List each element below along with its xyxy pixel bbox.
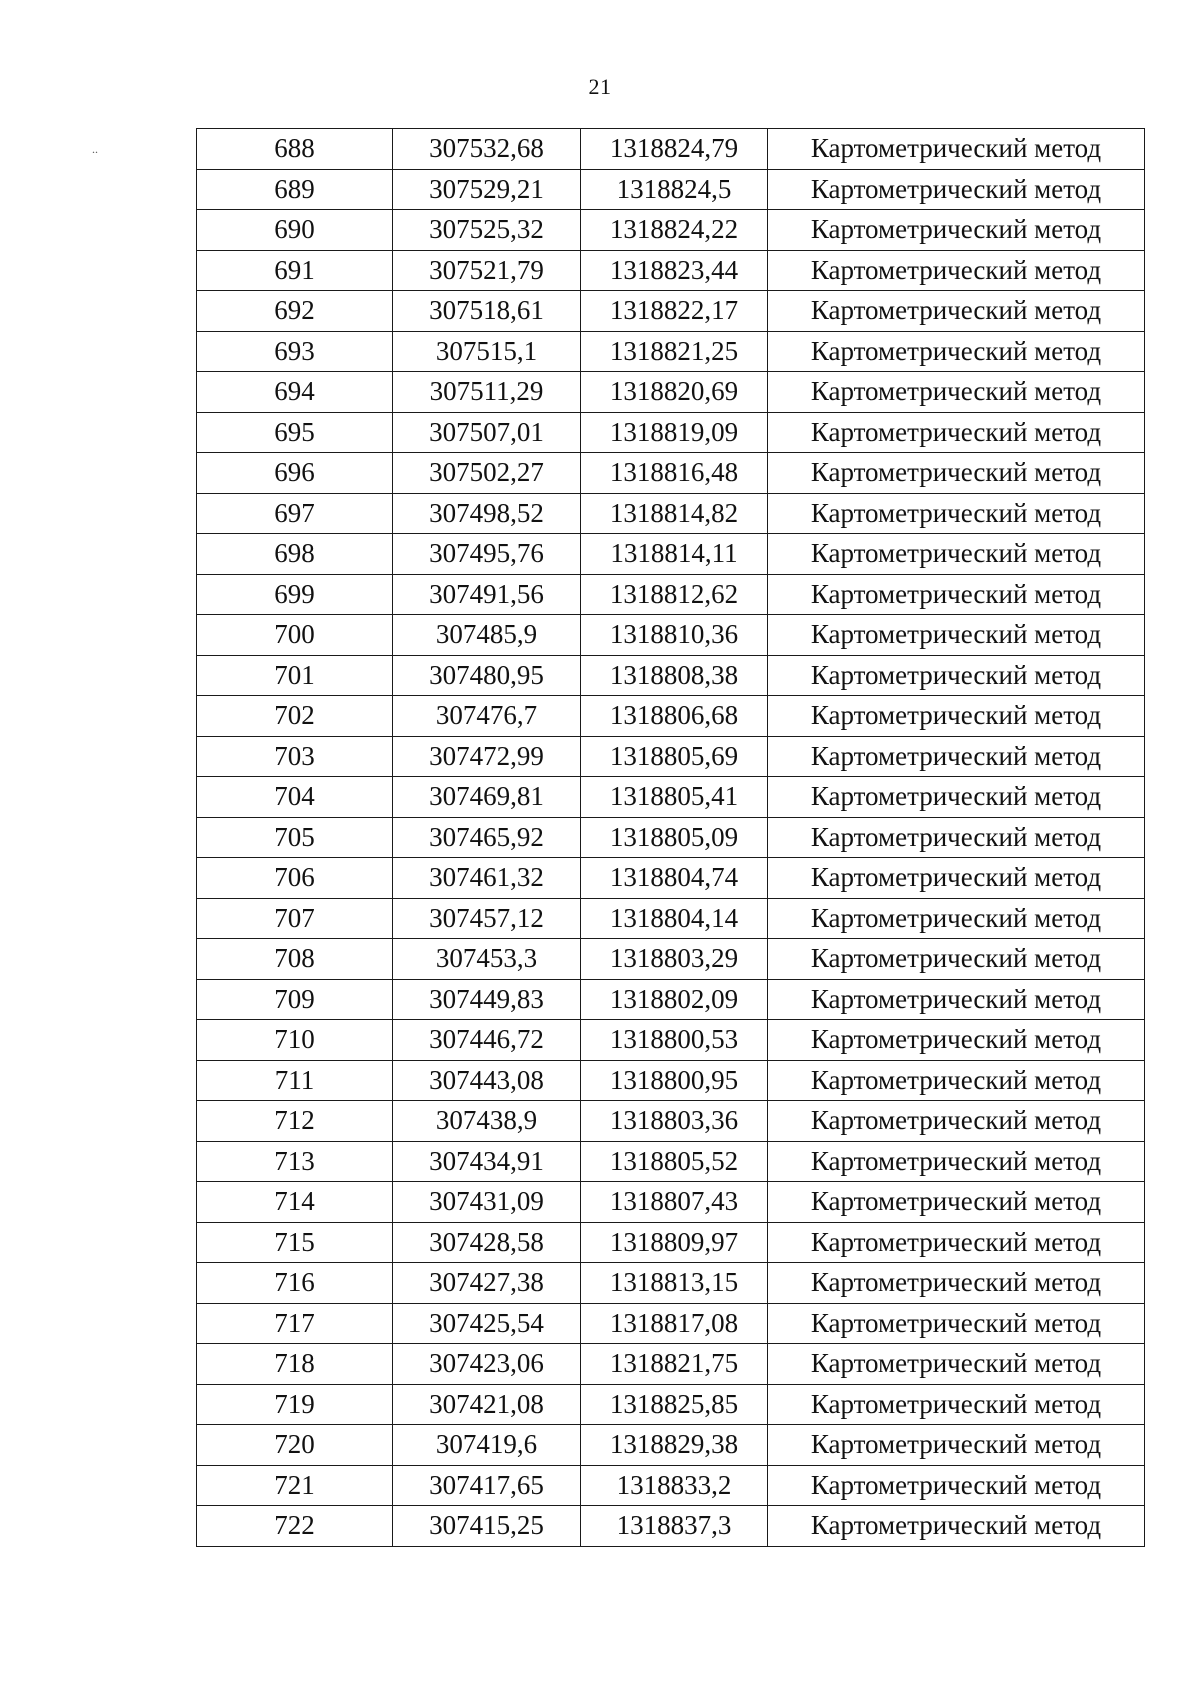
method-cell: Картометрический метод xyxy=(768,1344,1145,1385)
table-row xyxy=(197,898,1145,939)
point-number-cell: 715 xyxy=(197,1222,393,1263)
point-number-cell: 707 xyxy=(197,898,393,939)
table-row xyxy=(197,1506,1145,1547)
method-cell: Картометрический метод xyxy=(768,979,1145,1020)
point-number-cell: 691 xyxy=(197,250,393,291)
table-row xyxy=(197,1060,1145,1101)
method-cell: Картометрический метод xyxy=(768,1182,1145,1223)
point-number-cell: 702 xyxy=(197,696,393,737)
point-number-cell: 695 xyxy=(197,412,393,453)
x-coordinate-cell: 307498,52 xyxy=(393,493,581,534)
y-coordinate-cell: 1318810,36 xyxy=(581,615,768,656)
table-row xyxy=(197,696,1145,737)
point-number-cell: 690 xyxy=(197,210,393,251)
y-coordinate-cell: 1318819,09 xyxy=(581,412,768,453)
x-coordinate-cell: 307427,38 xyxy=(393,1263,581,1304)
table-row xyxy=(197,169,1145,210)
y-coordinate-cell: 1318814,11 xyxy=(581,534,768,575)
x-coordinate-cell: 307518,61 xyxy=(393,291,581,332)
coordinates-table-body xyxy=(197,129,1145,1547)
table-row xyxy=(197,1182,1145,1223)
x-coordinate-cell: 307428,58 xyxy=(393,1222,581,1263)
table-row xyxy=(197,129,1145,170)
table-row xyxy=(197,1222,1145,1263)
scan-artifact-mark: .. xyxy=(92,142,98,156)
point-number-cell: 703 xyxy=(197,736,393,777)
y-coordinate-cell: 1318821,75 xyxy=(581,1344,768,1385)
method-cell: Картометрический метод xyxy=(768,817,1145,858)
x-coordinate-cell: 307431,09 xyxy=(393,1182,581,1223)
y-coordinate-cell: 1318825,85 xyxy=(581,1384,768,1425)
y-coordinate-cell: 1318820,69 xyxy=(581,372,768,413)
y-coordinate-cell: 1318808,38 xyxy=(581,655,768,696)
table-row xyxy=(197,534,1145,575)
x-coordinate-cell: 307485,9 xyxy=(393,615,581,656)
method-cell: Картометрический метод xyxy=(768,129,1145,170)
x-coordinate-cell: 307480,95 xyxy=(393,655,581,696)
method-cell: Картометрический метод xyxy=(768,1060,1145,1101)
point-number-cell: 713 xyxy=(197,1141,393,1182)
method-cell: Картометрический метод xyxy=(768,1263,1145,1304)
table-row xyxy=(197,493,1145,534)
table-row xyxy=(197,1465,1145,1506)
table-row xyxy=(197,412,1145,453)
y-coordinate-cell: 1318833,2 xyxy=(581,1465,768,1506)
x-coordinate-cell: 307457,12 xyxy=(393,898,581,939)
x-coordinate-cell: 307511,29 xyxy=(393,372,581,413)
y-coordinate-cell: 1318809,97 xyxy=(581,1222,768,1263)
x-coordinate-cell: 307417,65 xyxy=(393,1465,581,1506)
point-number-cell: 717 xyxy=(197,1303,393,1344)
x-coordinate-cell: 307502,27 xyxy=(393,453,581,494)
y-coordinate-cell: 1318806,68 xyxy=(581,696,768,737)
x-coordinate-cell: 307446,72 xyxy=(393,1020,581,1061)
y-coordinate-cell: 1318823,44 xyxy=(581,250,768,291)
x-coordinate-cell: 307507,01 xyxy=(393,412,581,453)
point-number-cell: 704 xyxy=(197,777,393,818)
y-coordinate-cell: 1318803,29 xyxy=(581,939,768,980)
y-coordinate-cell: 1318805,52 xyxy=(581,1141,768,1182)
point-number-cell: 701 xyxy=(197,655,393,696)
method-cell: Картометрический метод xyxy=(768,412,1145,453)
table-row xyxy=(197,736,1145,777)
x-coordinate-cell: 307423,06 xyxy=(393,1344,581,1385)
x-coordinate-cell: 307461,32 xyxy=(393,858,581,899)
table-row xyxy=(197,1384,1145,1425)
table-row xyxy=(197,291,1145,332)
point-number-cell: 696 xyxy=(197,453,393,494)
x-coordinate-cell: 307434,91 xyxy=(393,1141,581,1182)
x-coordinate-cell: 307443,08 xyxy=(393,1060,581,1101)
method-cell: Картометрический метод xyxy=(768,898,1145,939)
x-coordinate-cell: 307469,81 xyxy=(393,777,581,818)
method-cell: Картометрический метод xyxy=(768,736,1145,777)
method-cell: Картометрический метод xyxy=(768,1425,1145,1466)
x-coordinate-cell: 307419,6 xyxy=(393,1425,581,1466)
method-cell: Картометрический метод xyxy=(768,453,1145,494)
method-cell: Картометрический метод xyxy=(768,1020,1145,1061)
point-number-cell: 706 xyxy=(197,858,393,899)
point-number-cell: 697 xyxy=(197,493,393,534)
table-row xyxy=(197,615,1145,656)
method-cell: Картометрический метод xyxy=(768,615,1145,656)
y-coordinate-cell: 1318824,22 xyxy=(581,210,768,251)
method-cell: Картометрический метод xyxy=(768,210,1145,251)
y-coordinate-cell: 1318804,14 xyxy=(581,898,768,939)
method-cell: Картометрический метод xyxy=(768,534,1145,575)
table-row xyxy=(197,858,1145,899)
y-coordinate-cell: 1318814,82 xyxy=(581,493,768,534)
method-cell: Картометрический метод xyxy=(768,696,1145,737)
y-coordinate-cell: 1318812,62 xyxy=(581,574,768,615)
x-coordinate-cell: 307465,92 xyxy=(393,817,581,858)
point-number-cell: 721 xyxy=(197,1465,393,1506)
table-row xyxy=(197,1425,1145,1466)
table-row xyxy=(197,331,1145,372)
coordinates-table xyxy=(196,128,1145,1547)
table-row xyxy=(197,574,1145,615)
method-cell: Картометрический метод xyxy=(768,250,1145,291)
method-cell: Картометрический метод xyxy=(768,1303,1145,1344)
method-cell: Картометрический метод xyxy=(768,493,1145,534)
y-coordinate-cell: 1318805,09 xyxy=(581,817,768,858)
point-number-cell: 700 xyxy=(197,615,393,656)
table-row xyxy=(197,939,1145,980)
table-row xyxy=(197,210,1145,251)
point-number-cell: 711 xyxy=(197,1060,393,1101)
method-cell: Картометрический метод xyxy=(768,939,1145,980)
table-row xyxy=(197,250,1145,291)
x-coordinate-cell: 307438,9 xyxy=(393,1101,581,1142)
table-row xyxy=(197,1344,1145,1385)
table-row xyxy=(197,817,1145,858)
method-cell: Картометрический метод xyxy=(768,1506,1145,1547)
page-number: 21 xyxy=(588,74,612,99)
x-coordinate-cell: 307476,7 xyxy=(393,696,581,737)
table-row xyxy=(197,979,1145,1020)
x-coordinate-cell: 307515,1 xyxy=(393,331,581,372)
method-cell: Картометрический метод xyxy=(768,291,1145,332)
point-number-cell: 716 xyxy=(197,1263,393,1304)
point-number-cell: 699 xyxy=(197,574,393,615)
y-coordinate-cell: 1318837,3 xyxy=(581,1506,768,1547)
x-coordinate-cell: 307532,68 xyxy=(393,129,581,170)
point-number-cell: 712 xyxy=(197,1101,393,1142)
method-cell: Картометрический метод xyxy=(768,655,1145,696)
x-coordinate-cell: 307525,32 xyxy=(393,210,581,251)
method-cell: Картометрический метод xyxy=(768,1384,1145,1425)
y-coordinate-cell: 1318804,74 xyxy=(581,858,768,899)
y-coordinate-cell: 1318829,38 xyxy=(581,1425,768,1466)
y-coordinate-cell: 1318817,08 xyxy=(581,1303,768,1344)
point-number-cell: 722 xyxy=(197,1506,393,1547)
y-coordinate-cell: 1318805,69 xyxy=(581,736,768,777)
method-cell: Картометрический метод xyxy=(768,372,1145,413)
x-coordinate-cell: 307472,99 xyxy=(393,736,581,777)
y-coordinate-cell: 1318824,5 xyxy=(581,169,768,210)
y-coordinate-cell: 1318800,95 xyxy=(581,1060,768,1101)
y-coordinate-cell: 1318822,17 xyxy=(581,291,768,332)
method-cell: Картометрический метод xyxy=(768,1465,1145,1506)
point-number-cell: 693 xyxy=(197,331,393,372)
x-coordinate-cell: 307415,25 xyxy=(393,1506,581,1547)
method-cell: Картометрический метод xyxy=(768,574,1145,615)
x-coordinate-cell: 307453,3 xyxy=(393,939,581,980)
point-number-cell: 698 xyxy=(197,534,393,575)
point-number-cell: 688 xyxy=(197,129,393,170)
y-coordinate-cell: 1318824,79 xyxy=(581,129,768,170)
table-row xyxy=(197,777,1145,818)
table-row xyxy=(197,1101,1145,1142)
table-row xyxy=(197,655,1145,696)
method-cell: Картометрический метод xyxy=(768,1101,1145,1142)
point-number-cell: 708 xyxy=(197,939,393,980)
x-coordinate-cell: 307529,21 xyxy=(393,169,581,210)
x-coordinate-cell: 307491,56 xyxy=(393,574,581,615)
point-number-cell: 710 xyxy=(197,1020,393,1061)
method-cell: Картометрический метод xyxy=(768,777,1145,818)
y-coordinate-cell: 1318805,41 xyxy=(581,777,768,818)
method-cell: Картометрический метод xyxy=(768,331,1145,372)
point-number-cell: 694 xyxy=(197,372,393,413)
x-coordinate-cell: 307425,54 xyxy=(393,1303,581,1344)
point-number-cell: 705 xyxy=(197,817,393,858)
table-row xyxy=(197,372,1145,413)
point-number-cell: 714 xyxy=(197,1182,393,1223)
point-number-cell: 692 xyxy=(197,291,393,332)
point-number-cell: 720 xyxy=(197,1425,393,1466)
point-number-cell: 719 xyxy=(197,1384,393,1425)
y-coordinate-cell: 1318807,43 xyxy=(581,1182,768,1223)
y-coordinate-cell: 1318813,15 xyxy=(581,1263,768,1304)
table-row xyxy=(197,1141,1145,1182)
y-coordinate-cell: 1318802,09 xyxy=(581,979,768,1020)
method-cell: Картометрический метод xyxy=(768,1141,1145,1182)
point-number-cell: 718 xyxy=(197,1344,393,1385)
method-cell: Картометрический метод xyxy=(768,169,1145,210)
table-row xyxy=(197,1020,1145,1061)
y-coordinate-cell: 1318816,48 xyxy=(581,453,768,494)
table-row xyxy=(197,453,1145,494)
point-number-cell: 709 xyxy=(197,979,393,1020)
x-coordinate-cell: 307521,79 xyxy=(393,250,581,291)
table-row xyxy=(197,1303,1145,1344)
table-row xyxy=(197,1263,1145,1304)
x-coordinate-cell: 307421,08 xyxy=(393,1384,581,1425)
point-number-cell: 689 xyxy=(197,169,393,210)
method-cell: Картометрический метод xyxy=(768,1222,1145,1263)
method-cell: Картометрический метод xyxy=(768,858,1145,899)
x-coordinate-cell: 307449,83 xyxy=(393,979,581,1020)
x-coordinate-cell: 307495,76 xyxy=(393,534,581,575)
y-coordinate-cell: 1318800,53 xyxy=(581,1020,768,1061)
y-coordinate-cell: 1318803,36 xyxy=(581,1101,768,1142)
y-coordinate-cell: 1318821,25 xyxy=(581,331,768,372)
